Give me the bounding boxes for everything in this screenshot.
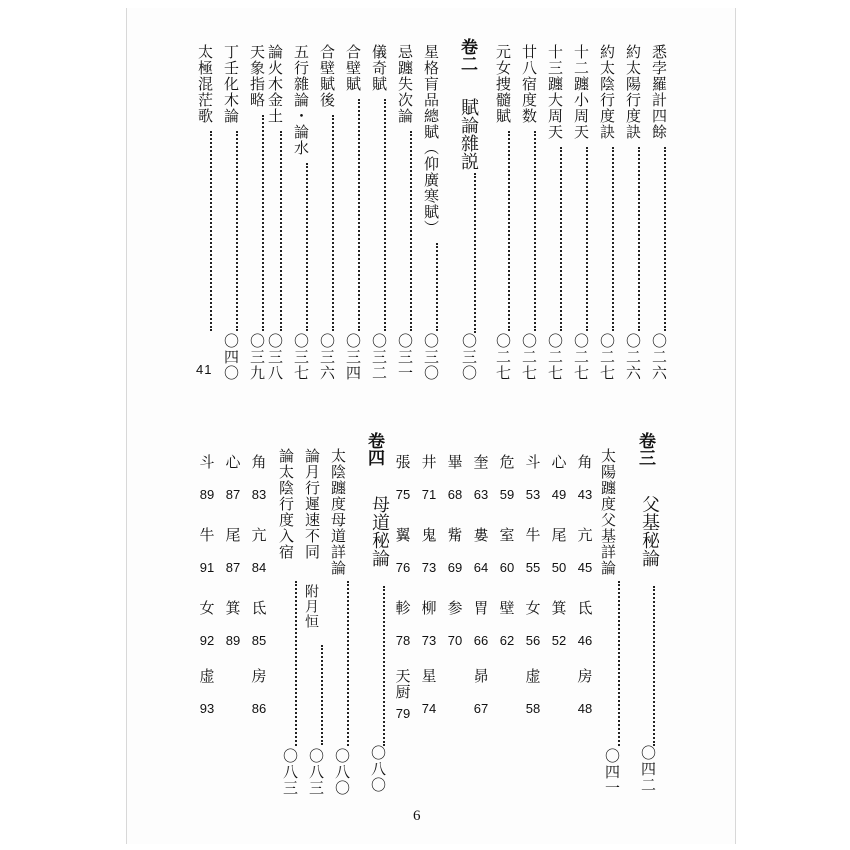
toc-entry-title: 五行雜論・論水 [292,44,310,156]
mansion-page: 60 [499,560,515,575]
mansion-name: 鬼 [421,526,437,544]
dot-leader [273,128,288,334]
mansion-page: 93 [199,701,215,716]
mansion-page: 43 [577,487,593,502]
vol3-sub-leader [611,578,626,749]
mansion-name: 角 [251,453,267,471]
mansion-page: 73 [421,633,437,648]
vol4-leader [376,583,391,749]
mansion-page: 86 [251,701,267,716]
mansion-entry [572,669,598,715]
toc-entry-title: 約太陽行度訣 [624,44,642,140]
dot-leader [321,645,323,745]
mansion-entry [442,528,468,574]
dot-leader-line [306,163,308,331]
mansion-entry [416,528,442,574]
dot-leader-line [280,131,282,331]
mansion-page: 92 [199,633,215,648]
mansion-page: 76 [395,560,411,575]
dot-leader [618,581,620,746]
mansion-entry [442,455,468,501]
mansion-name: 室 [499,526,515,544]
mansion-entry [468,528,494,574]
toc-entry-title: 合壁賦 [344,44,362,92]
mansion-page: 79 [395,705,411,721]
dot-leader [383,586,385,746]
dot-leader-line [638,147,640,331]
mansion-name: 虚 [525,667,541,685]
toc-entry-title: 儀奇賦 [370,44,388,92]
mansion-name: 亢 [251,526,267,544]
mansion-name: 尾 [225,526,241,544]
dot-leader [203,128,218,334]
mansion-name: 張 [395,453,411,471]
dot-leader [474,173,476,333]
dot-leader-line [560,147,562,331]
dot-leader-line [358,99,360,331]
toc-entry-title: 忌躔失次論 [396,44,414,124]
mansion-entry [246,601,272,647]
mansion-page: 67 [473,701,489,716]
mansion-name: 胃 [473,599,489,617]
toc-entry-page: 〇三〇 [422,333,440,381]
mansion-entry [220,528,246,574]
dot-leader [527,128,542,334]
toc-entry-title: 十三躔大周天 [546,44,564,140]
dot-leader-line [586,147,588,331]
mansion-entry [520,455,546,501]
toc-entry-page: 〇二七 [572,333,590,381]
mansion-page: 71 [421,487,437,502]
toc-entry-title: 星格肓品總賦（仰廣寒賦） [422,44,440,236]
mansion-entry [572,601,598,647]
toc-entry-page: 〇二七 [546,333,564,381]
mansion-page: 48 [577,701,593,716]
mansion-entry [390,455,416,501]
mansion-page: 78 [395,633,411,648]
toc-entry-page: 〇三四 [344,333,362,381]
mansion-page: 89 [199,487,215,502]
mansion-name: 箕 [551,599,567,617]
mansion-name: 牛 [525,526,541,544]
dot-leader-line [534,131,536,331]
dot-leader [299,160,314,334]
dot-leader-line [236,131,238,331]
toc-entry-title: 約太陰行度訣 [598,44,616,140]
mansion-page: 68 [447,487,463,502]
toc-entry-page: 〇三七 [292,333,310,381]
toc-entry-title: 天象指略 [248,44,266,108]
vol3-sub-title: 太陽躔度父基詳論 [599,448,617,576]
mansion-entry [468,601,494,647]
toc-entry-page: 〇二六 [624,333,642,381]
dot-leader [403,128,418,334]
mansion-entry [520,528,546,574]
dot-leader [229,128,244,334]
mansion-page: 64 [473,560,489,575]
mansion-name: 婁 [473,526,489,544]
mansion-entry [246,528,272,574]
vol4-page: 〇八〇 [369,745,387,793]
mansion-name: 軫 [395,599,411,617]
mansion-page: 89 [225,633,241,648]
mansion-entry [494,455,520,501]
mansion-entry [194,601,220,647]
vol4-sub2-page: 〇八三 [307,748,325,796]
mansion-entry [416,669,442,715]
mansion-name: 虚 [199,667,215,685]
mansion-name: 奎 [473,453,489,471]
mansion-page: 53 [525,487,541,502]
mansion-entry [194,455,220,501]
dot-leader [295,581,297,746]
dot-leader [347,581,349,746]
vol4-sub3-leader [288,578,303,749]
dot-leader-line [508,131,510,331]
mansion-entry [390,528,416,574]
vol3-leader [646,583,661,749]
mansion-page: 63 [473,487,489,502]
mansion-name: 翼 [395,526,411,544]
mansion-page: 87 [225,487,241,502]
toc-entry-title: 元女捜髓賦 [494,44,512,124]
toc-entry-page: 〇四〇 [222,333,240,381]
mansion-page: 46 [577,633,593,648]
vol4-sub2-title: 論月行遲速不同 [303,448,321,560]
mansion-name: 井 [421,453,437,471]
mansion-name: 房 [251,667,267,685]
mansion-page: 70 [447,633,463,648]
mansion-entry [416,601,442,647]
mansion-entry [390,669,416,720]
dot-leader [631,144,646,334]
mansion-name: 牛 [199,526,215,544]
dot-leader [377,96,392,334]
mansion-name: 房 [577,667,593,685]
vol4-title: 母道秘論 [369,495,390,567]
toc-entry-title: 合壁賦後 [318,44,336,108]
vol4-sub2-leader [314,642,329,748]
mansion-page: 56 [525,633,541,648]
mansion-name: 天 厨 [395,667,411,701]
toc-entry-title: 論火木金土 [266,44,284,124]
vol3-sub-page: 〇四一 [603,748,621,796]
mansion-entry [246,455,272,501]
mansion-page: 59 [499,487,515,502]
vol2-heading: 卷二 [457,38,477,72]
mansion-page: 58 [525,701,541,716]
dot-leader-line [664,147,666,331]
mansion-name: 昴 [473,667,489,685]
vol3-page: 〇四二 [639,745,657,793]
mansion-page: 62 [499,633,515,648]
toc-entry-page: 〇二七 [494,333,512,381]
mansion-entry [220,455,246,501]
dot-leader-line [210,131,212,331]
vol2-title: 賦論雜説 [458,98,479,170]
dot-leader-line [262,115,264,331]
toc-entry-title: 太極混茫歌 [196,44,214,124]
mansion-entry [520,669,546,715]
dot-leader-line [384,99,386,331]
toc-entry-page: 〇二六 [650,333,668,381]
mansion-page: 73 [421,560,437,575]
mansion-name: 星 [421,667,437,685]
toc-entry-title: 廿八宿度数 [520,44,538,124]
mansion-page: 49 [551,487,567,502]
dot-leader [255,112,270,334]
toc-entry-page: 〇三六 [318,333,336,381]
vol3-heading: 卷三 [635,432,655,466]
mansion-name: 氐 [577,599,593,617]
mansion-page: 69 [447,560,463,575]
mansion-entry [246,669,272,715]
mansion-name: 尾 [551,526,567,544]
mansion-name: 心 [551,453,567,471]
mansion-name: 壁 [499,599,515,617]
toc-entry-page: 〇三八 [266,333,284,381]
mansion-entry [468,455,494,501]
mansion-entry [572,455,598,501]
mansion-name: 危 [499,453,515,471]
mansion-entry [442,601,468,647]
mansion-page: 50 [551,560,567,575]
mansion-name: 参 [447,599,463,617]
vol3-title: 父基秘論 [639,495,660,567]
mansion-name: 角 [577,453,593,471]
mansion-entry [494,601,520,647]
toc-entry-page: 41 [196,362,213,377]
mansion-entry [194,528,220,574]
mansion-name: 女 [525,599,541,617]
vol4-heading: 卷四 [364,432,384,466]
vol4-sub1-leader [340,578,355,749]
mansion-entry [220,601,246,647]
mansion-name: 心 [225,453,241,471]
toc-entry-title: 十二躔小周天 [572,44,590,140]
dot-leader [325,112,340,334]
vol2-page: 〇三〇 [460,333,478,381]
dot-leader-line [332,115,334,331]
toc-entry-page: 〇二七 [520,333,538,381]
vol4-sub1-page: 〇八〇 [333,748,351,796]
mansion-page: 84 [251,560,267,575]
mansion-page: 55 [525,560,541,575]
toc-entry-page: 〇三一 [396,333,414,381]
dot-leader [653,586,655,746]
page-number: 6 [413,808,421,824]
mansion-entry [572,528,598,574]
toc-entry-title: 丁壬化木論 [222,44,240,124]
mansion-page: 91 [199,560,215,575]
toc-entry-page: 〇三二 [370,333,388,381]
toc-entry-title: 悉孛羅計四餘 [650,44,668,140]
mansion-name: 觜 [447,526,463,544]
mansion-page: 87 [225,560,241,575]
mansion-page: 85 [251,633,267,648]
mansion-entry [520,601,546,647]
mansion-name: 柳 [421,599,437,617]
dot-leader [579,144,594,334]
toc-entry-page: 〇二七 [598,333,616,381]
mansion-name: 氐 [251,599,267,617]
mansion-entry [546,455,572,501]
mansion-page: 52 [551,633,567,648]
dot-leader-line [410,131,412,331]
mansion-page: 74 [421,701,437,716]
mansion-entry [194,669,220,715]
dot-leader [501,128,516,334]
mansion-page: 83 [251,487,267,502]
dot-leader-line [612,147,614,331]
mansion-entry [546,528,572,574]
mansion-page: 66 [473,633,489,648]
mansion-name: 女 [199,599,215,617]
vol2-leader [467,170,482,336]
vol4-sub2-note: 附月恒 [303,584,319,629]
mansion-entry [494,528,520,574]
vol4-sub1-title: 太陰躔度母道詳論 [329,448,347,576]
mansion-page: 45 [577,560,593,575]
mansion-entry [546,601,572,647]
mansion-name: 亢 [577,526,593,544]
mansion-name: 畢 [447,453,463,471]
mansion-page: 75 [395,487,411,502]
mansion-name: 斗 [199,453,215,471]
vol4-sub3-page: 〇八三 [281,748,299,796]
mansion-entry [390,601,416,647]
mansion-name: 斗 [525,453,541,471]
dot-leader [657,144,672,334]
mansion-name: 箕 [225,599,241,617]
dot-leader-line [436,243,438,331]
mansion-entry [468,669,494,715]
mansion-entry [416,455,442,501]
dot-leader [351,96,366,334]
dot-leader [605,144,620,334]
dot-leader [429,240,444,334]
toc-entry-page: 〇三九 [248,333,266,381]
dot-leader [553,144,568,334]
vol4-sub3-title: 論太陰行度入宿 [277,448,295,560]
